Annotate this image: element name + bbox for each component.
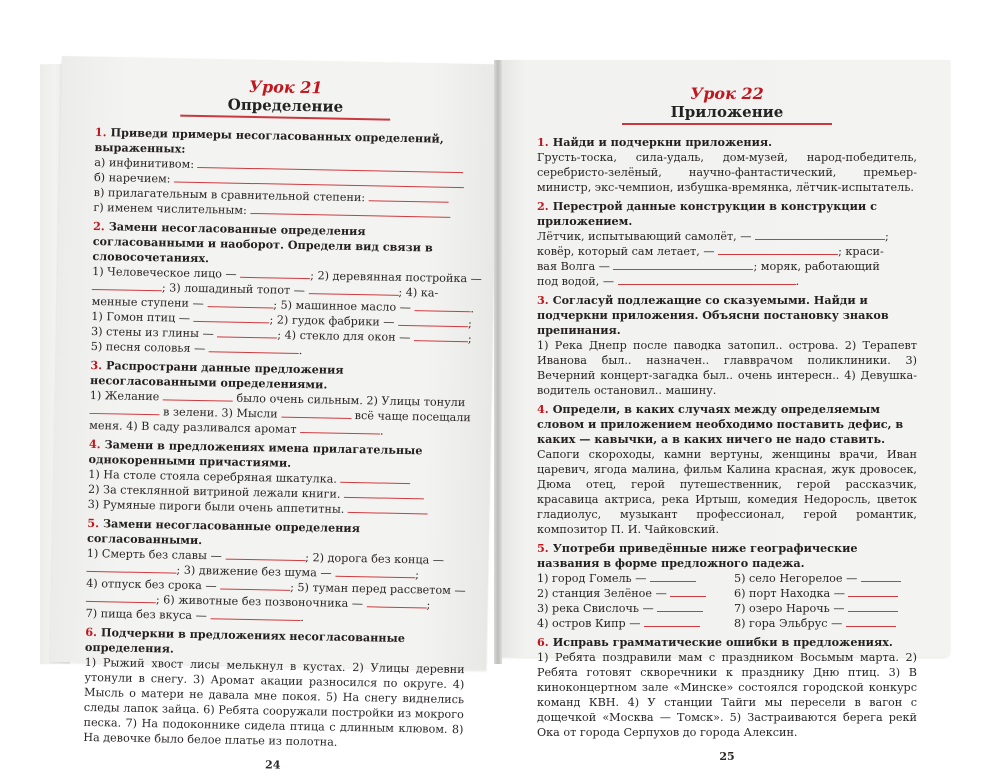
answer-blank[interactable]: [340, 472, 410, 484]
task-number: 6.: [85, 624, 98, 640]
task-heading: Замени несогласованные определения согласованными.: [86, 516, 361, 548]
answer-blank[interactable]: [650, 571, 696, 582]
task-number: 1.: [537, 135, 549, 149]
left-page-content: [83, 74, 482, 776]
answer-blank[interactable]: [308, 283, 398, 296]
task-1: [93, 125, 475, 222]
answer-blank[interactable]: [207, 296, 273, 308]
answer-blank[interactable]: [670, 586, 706, 597]
line-text: 1) На столе стояла серебряная шкатулка.: [88, 467, 337, 486]
task-heading: Согласуй подлежащие со сказуемыми. Найди и подчеркни приложения. Объясни постановку знаков препинания.: [537, 293, 889, 337]
lesson-number: Урок 21: [248, 76, 323, 98]
lesson-title: Определение: [227, 95, 344, 116]
line-text: меня. 4) В саду разливался аромат: [89, 418, 297, 436]
task-number: 4.: [88, 436, 101, 452]
task-6: [537, 635, 917, 740]
line-text: .: [470, 302, 475, 316]
task-5: [537, 541, 917, 631]
task-number: 5.: [537, 541, 549, 555]
task-4: [537, 402, 917, 537]
line-text: ; 2) гудок фабрики —: [269, 313, 395, 329]
answer-blank[interactable]: [718, 244, 838, 255]
line-text: ; 2) деревянная постройка —: [310, 269, 482, 286]
lesson-header: [537, 84, 917, 125]
task-text: Сапоги скороходы, камни вертуны, женщины врачи, Иван царевич, ягода малина, фильм Калина красная, жук дровосек, Дюма отец, герой путешественник, герой рассказчик, красавица актриса, река Иртыш, комедия Недоросль, цветок гладиолус, музыкант профессионал, герой романтик, композитор П. И. Чайковский.: [537, 448, 917, 536]
task-text: Грусть-тоска, сила-удаль, дом-музей, народ-победитель, серебристо-зелёный, научно-фантастический, премьер-министр, экс-чемпион, избушка-времянка, лётчик-испытатель.: [537, 151, 917, 194]
line-text: ; 4) ка-: [398, 285, 439, 300]
answer-blank[interactable]: [335, 566, 415, 579]
task-2: [90, 218, 482, 361]
geo-item: 8) гора Эльбрус —: [734, 617, 843, 630]
line-text: ;: [426, 598, 431, 612]
answer-blank[interactable]: [848, 586, 898, 597]
task-heading: Замени несогласованные определения согласованными и наоборот. Определи вид связи в словосочетаниях.: [92, 219, 433, 266]
answer-blank[interactable]: [225, 549, 305, 562]
answer-blank[interactable]: [86, 561, 176, 574]
task-number: 2.: [537, 199, 549, 213]
lesson-title: Приложение: [670, 103, 784, 121]
answer-blank[interactable]: [414, 300, 470, 312]
line-text: ; 4) стекло для окон —: [277, 328, 411, 345]
answer-blank[interactable]: [644, 616, 700, 627]
answer-blank[interactable]: [210, 608, 300, 621]
geo-item: 7) озеро Нарочь —: [734, 602, 845, 615]
answer-blank[interactable]: [193, 311, 269, 323]
line-text: 2) За стеклянной витриной лежали книги.: [87, 482, 341, 501]
geo-item: 3) река Свислочь —: [537, 602, 654, 615]
geo-list: [537, 571, 917, 631]
task-heading: Употреби приведённые ниже географические названия в форме предложного падежа.: [537, 541, 858, 570]
answer-blank[interactable]: [848, 601, 898, 612]
answer-blank[interactable]: [240, 267, 310, 279]
right-page-content: [537, 84, 917, 764]
task-text: 1) Ребята поздравили мам с праздником Восьмым марта. 2) Ребята готовят скворечники к празднику Дню птиц. 3) В киноконцертном зале «Минске» состоялся городской конкурс команд КВН. 4) У станции Тайги мы пересели в вагон с дощечкой «Москва — Томск». 5) Застраиваются берега рекй Ока от города Серпухов до города Алексин.: [537, 651, 917, 739]
task-2: [537, 199, 917, 289]
book-spine: [494, 60, 502, 664]
task-heading: Замени в предложениях имена прилагательные однокоренными причастиями.: [88, 437, 423, 470]
task-number: 6.: [537, 635, 549, 649]
task-text: 1) Река Днепр после паводка затопил.. острова. 2) Терапевт Иванова был.. назначен.. главврачом поликлиники. 3) Вечерний концерт-загадка был.. очень интересн.. 4) Девушка-водитель остановил.. машину.: [537, 339, 917, 397]
answer-blank[interactable]: [163, 389, 233, 401]
line-text: 1) Желание: [89, 388, 160, 404]
line-text: ;: [467, 332, 472, 346]
answer-blank[interactable]: [281, 407, 351, 419]
page-number-right: 25: [719, 750, 735, 763]
task-heading: Приведи примеры несогласованных определений, выраженных:: [94, 125, 444, 156]
task-heading: Найди и подчеркни приложения.: [552, 135, 773, 149]
line-text: .: [795, 275, 800, 288]
task-3: [89, 358, 470, 440]
line-text: ковёр, который сам летает, —: [537, 245, 715, 258]
line-text: 3) Румяные пироги были очень аппетитны.: [87, 497, 345, 516]
task-6: [83, 625, 465, 752]
item-label: г) именем числительным:: [93, 200, 247, 217]
item-label: в) прилагательным в сравнительной степени:: [93, 185, 366, 205]
line-text: .: [379, 424, 384, 438]
line-text: 1) Гомон птиц —: [91, 309, 191, 325]
answer-blank[interactable]: [220, 578, 290, 590]
answer-blank[interactable]: [613, 259, 753, 270]
answer-blank[interactable]: [217, 326, 277, 338]
line-text: ;: [885, 230, 889, 243]
line-text: Лётчик, испытывающий самолёт, —: [537, 230, 752, 243]
geo-item: 4) остров Кипр —: [537, 617, 641, 630]
line-text: всё чаще посещали: [354, 409, 471, 425]
line-text: 4) отпуск без срока —: [86, 576, 217, 593]
answer-blank[interactable]: [414, 330, 468, 342]
task-heading: Распространи данные предложения несогласованными определениями.: [89, 358, 344, 392]
line-text: .: [298, 343, 303, 358]
line-text: ; моряк, работающий: [753, 260, 880, 273]
answer-blank[interactable]: [348, 502, 428, 515]
geo-item: 6) порт Находка —: [734, 587, 845, 600]
task-number: 5.: [87, 515, 100, 531]
task-text: 1) Рыжий хвост лисы мелькнул в кустах. 2) Улицы деревни утонули в снегу. 3) Аромат акации разносился по округе. 4) Мысль о матери не давала мне покоя. 5) На снегу виднелись следы лапок зайца. 6) Ребята сооружали постройки из мокрого песка. 7) На подоконнике сидела птица с длинным клювом. 8) На девочке было белое платье из полотна.: [83, 655, 465, 749]
line-text: было очень сильным. 2) Улицы тонули: [236, 391, 466, 410]
task-heading: Перестрой данные конструкции в конструкции с приложением.: [537, 199, 877, 228]
answer-blank[interactable]: [369, 190, 449, 203]
task-number: 1.: [94, 124, 107, 140]
task-number: 4.: [537, 402, 549, 416]
line-text: ; 3) лошадиный топот —: [161, 281, 306, 298]
line-text: в зелени. 3) Мысли: [162, 405, 278, 421]
answer-blank[interactable]: [86, 591, 156, 603]
answer-blank[interactable]: [89, 403, 159, 415]
task-number: 3.: [537, 293, 549, 307]
geo-item: 2) станция Зелёное —: [537, 587, 667, 600]
line-text: ; 5) туман перед рассветом —: [290, 580, 466, 598]
task-5: [85, 516, 467, 628]
task-heading: Подчеркни в предложениях несогласованные определения.: [84, 625, 406, 656]
line-text: вая Волга —: [537, 260, 610, 273]
line-text: .: [300, 611, 305, 625]
task-1: [537, 135, 917, 195]
line-text: ; 6) животные без позвоночника —: [155, 593, 364, 611]
item-label: б) наречием:: [93, 170, 171, 186]
answer-blank[interactable]: [209, 341, 299, 354]
answer-blank[interactable]: [300, 422, 380, 435]
answer-blank[interactable]: [92, 279, 162, 291]
lesson-number: Урок 22: [690, 84, 764, 103]
geo-item: 5) село Негорелое —: [734, 572, 858, 585]
line-text: 1) Человеческое лицо —: [92, 264, 237, 281]
line-text: ; 2) дорога без конца —: [305, 551, 445, 567]
line-text: 7) пища без вкуса —: [85, 606, 207, 623]
task-4: [88, 437, 469, 519]
line-text: ; 3) движение без шума —: [176, 563, 332, 580]
answer-blank[interactable]: [755, 229, 885, 240]
task-number: 2.: [92, 218, 105, 234]
line-text: ;: [467, 317, 472, 331]
answer-blank[interactable]: [398, 315, 468, 327]
line-text: ; краси-: [838, 245, 884, 258]
line-text: 3) стены из глины —: [90, 324, 214, 341]
task-heading: Определи, в каких случаях между определяемым словом и приложением необходимо поставить дефис, в каких — кавычки, а в каких ничего не надо ставить.: [537, 402, 904, 446]
geo-item: 1) город Гомель —: [537, 572, 647, 585]
line-text: ;: [415, 568, 420, 582]
answer-blank[interactable]: [657, 601, 703, 612]
answer-blank[interactable]: [366, 596, 426, 608]
line-text: 1) Смерть без славы —: [86, 546, 222, 563]
line-text: менные ступени —: [91, 294, 204, 311]
line-text: под водой, —: [537, 275, 615, 288]
task-3: [537, 293, 917, 398]
line-text: ; 5) машинное масло —: [273, 298, 412, 315]
task-heading: Исправь грамматические ошибки в предложениях.: [552, 635, 893, 649]
answer-blank[interactable]: [846, 616, 896, 627]
line-text: 5) песня соловья —: [90, 339, 206, 356]
task-number: 3.: [90, 357, 103, 373]
item-label: а) инфинитивом:: [94, 155, 195, 171]
answer-blank[interactable]: [861, 571, 901, 582]
answer-blank[interactable]: [344, 487, 424, 500]
title-underline: [622, 123, 832, 125]
lesson-header: [95, 74, 476, 122]
answer-blank[interactable]: [618, 274, 796, 285]
page-number-left: 24: [264, 758, 281, 772]
